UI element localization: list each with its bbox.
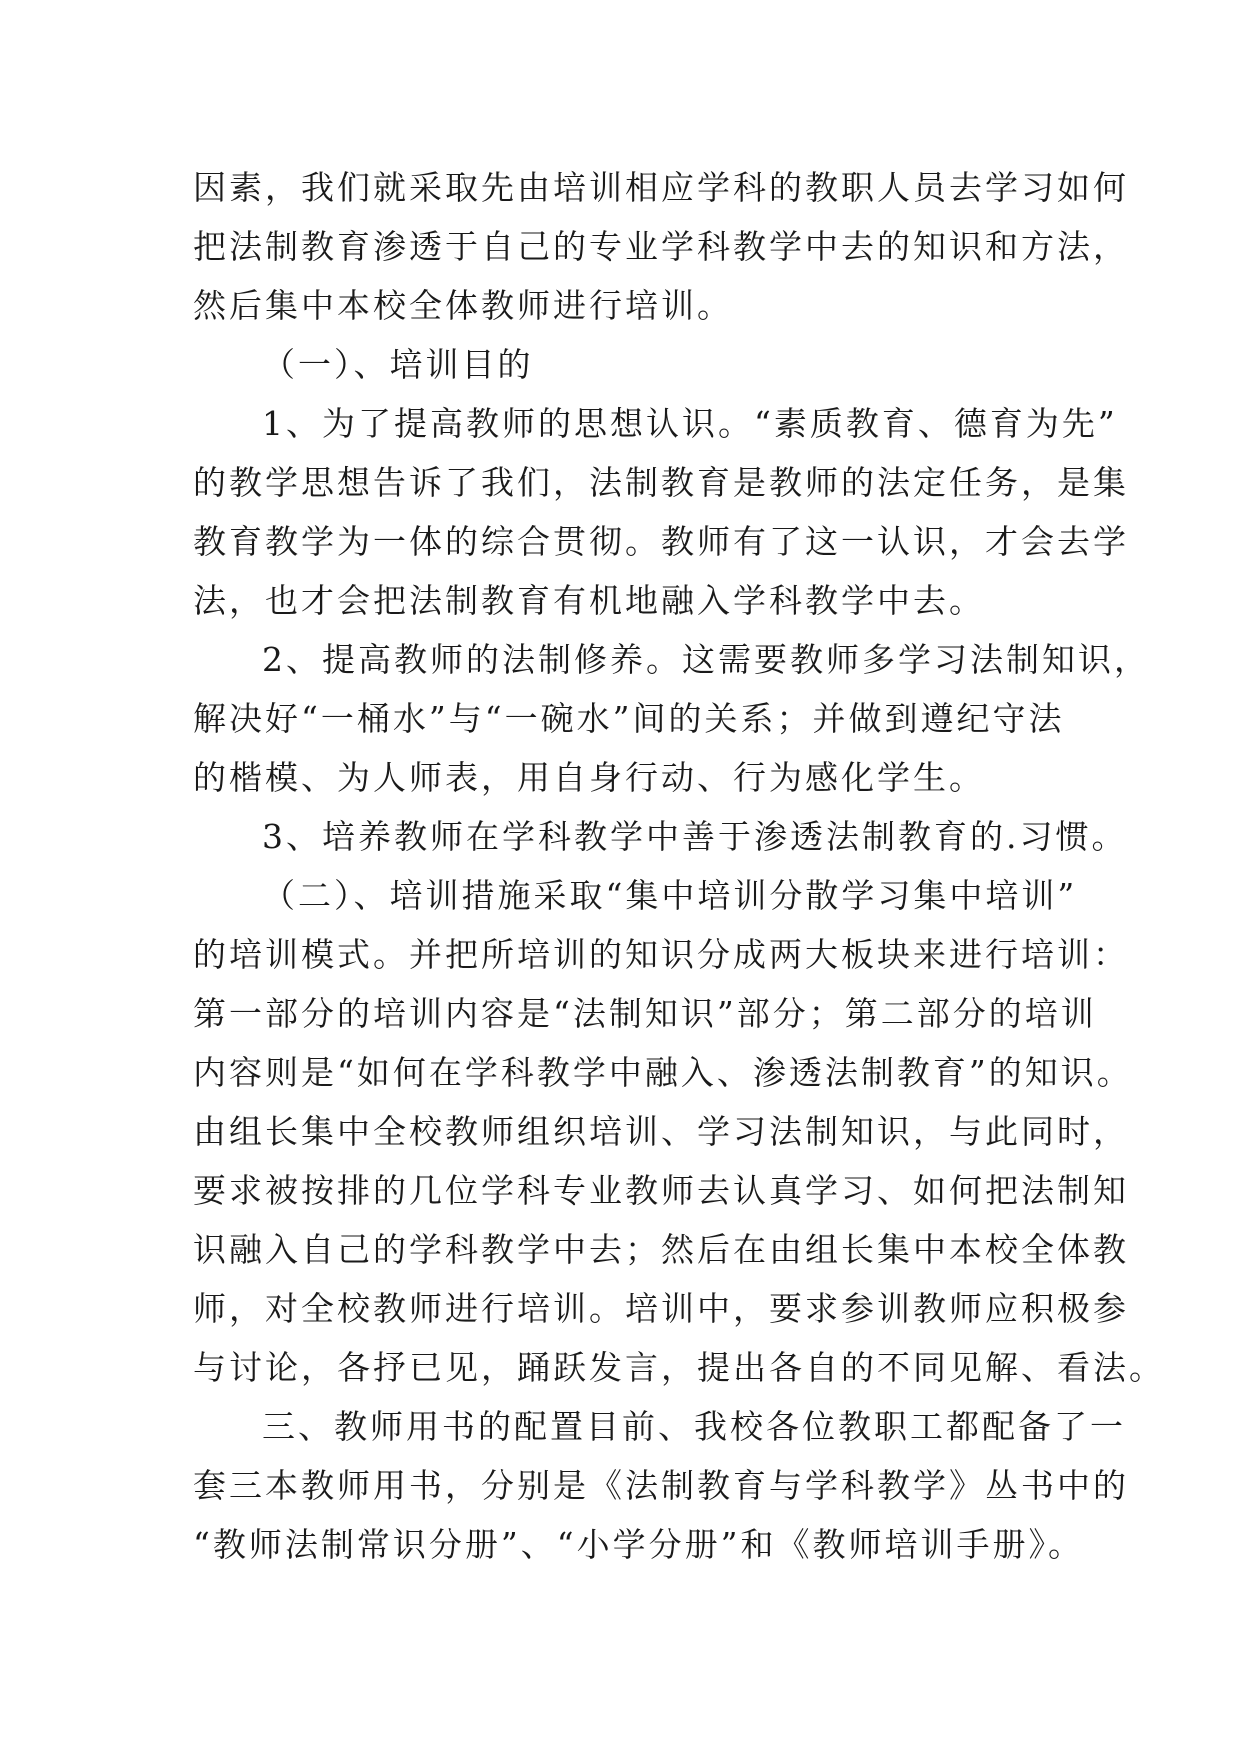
text-line-7: 教育教学为一体的综合贯彻。教师有了这一认识，才会去学 — [193, 522, 1129, 561]
text-line-11: 的楷模、为人师表，用自身行动、行为感化学生。 — [193, 758, 985, 797]
text-line-21: 与讨论，各抒已见，踊跃发言，提出各自的不同见解、看法。 — [193, 1348, 1165, 1387]
section-heading-2: （二）、培训措施采取“集中培训分散学习集中培训” — [262, 876, 1078, 915]
text-line-5: 1、为了提高教师的思想认识。“素质教育、德育为先” — [262, 404, 1118, 443]
text-line-15: 第一部分的培训内容是“法制知识”部分；第二部分的培训 — [193, 994, 1097, 1033]
text-line-2: 把法制教育渗透于自己的专业学科教学中去的知识和方法， — [193, 227, 1129, 266]
text-line-14: 的培训模式。并把所培训的知识分成两大板块来进行培训： — [193, 935, 1129, 974]
text-line-22: 三、教师用书的配置目前、我校各位教职工都配备了一 — [262, 1407, 1126, 1446]
text-line-9: 2、提高教师的法制修养。这需要教师多学习法制知识， — [262, 640, 1150, 679]
text-line-20: 师，对全校教师进行培训。培训中，要求参训教师应积极参 — [193, 1289, 1129, 1328]
text-line-16: 内容则是“如何在学科教学中融入、渗透法制教育”的知识。 — [193, 1053, 1133, 1092]
text-line-19: 识融入自己的学科教学中去；然后在由组长集中本校全体教 — [193, 1230, 1129, 1269]
section-heading: （一）、培训目的 — [262, 345, 534, 384]
text-line-10: 解决好“一桶水”与“一碗水”间的关系；并做到遵纪守法 — [193, 699, 1065, 738]
text-line-23: 套三本教师用书，分别是《法制教育与学科教学》丛书中的 — [193, 1466, 1129, 1505]
text-line-6: 的教学思想告诉了我们，法制教育是教师的法定任务，是集 — [193, 463, 1129, 502]
text-line-3: 然后集中本校全体教师进行培训。 — [193, 286, 733, 325]
text-line-12: 3、培养教师在学科教学中善于渗透法制教育的.习惯。 — [262, 817, 1128, 856]
text-line-1: 因素，我们就采取先由培训相应学科的教职人员去学习如何 — [193, 168, 1129, 207]
text-line-17: 由组长集中全校教师组织培训、学习法制知识，与此同时， — [193, 1112, 1129, 1151]
text-line-8: 法，也才会把法制教育有机地融入学科教学中去。 — [193, 581, 985, 620]
text-line-24: “教师法制常识分册”、“小学分册”和《教师培训手册》。 — [193, 1525, 1084, 1564]
text-line-18: 要求被按排的几位学科专业教师去认真学习、如何把法制知 — [193, 1171, 1129, 1210]
